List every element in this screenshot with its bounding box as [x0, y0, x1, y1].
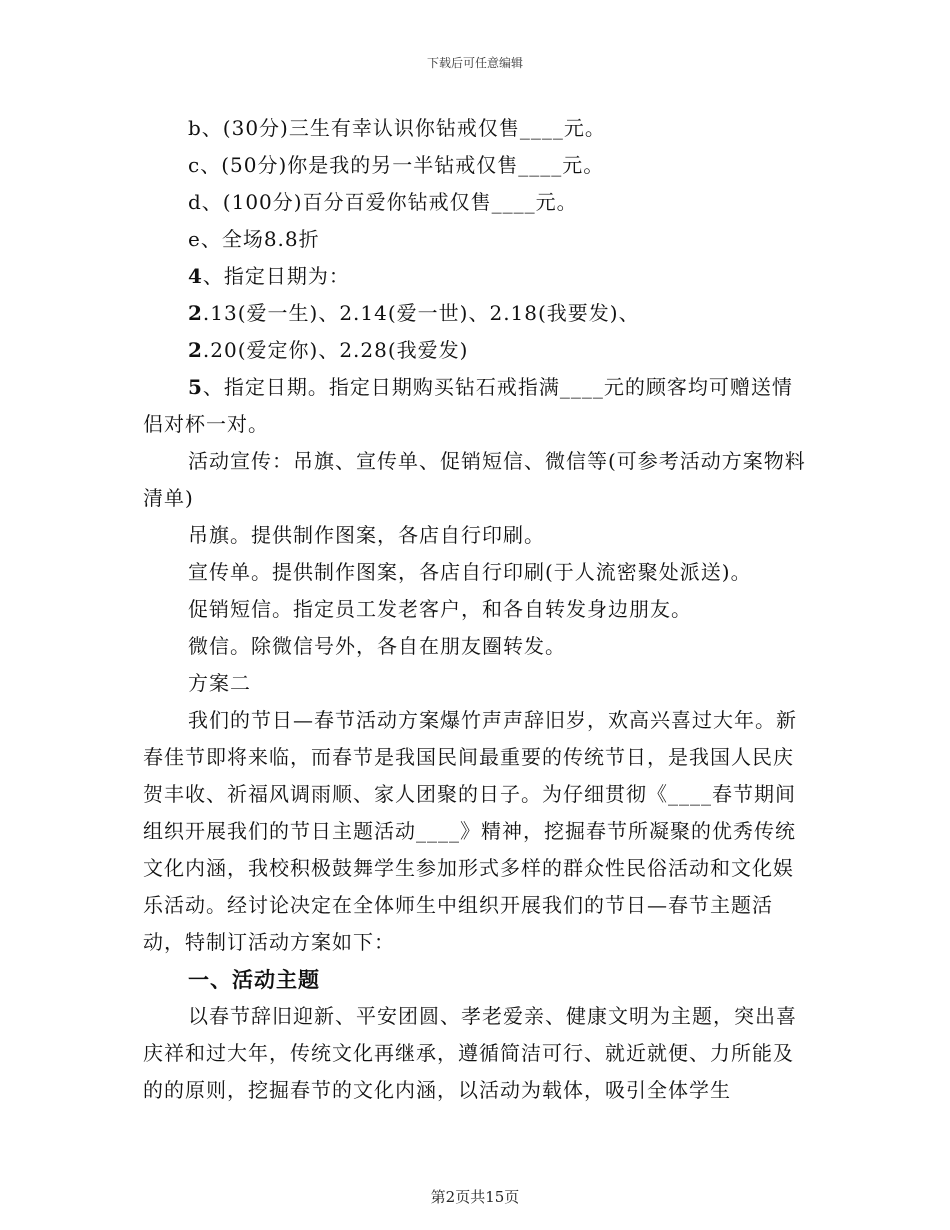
paragraph-text: .20(爱定你)、2.28(我爱发)	[202, 338, 469, 362]
section-heading: 一、活动主题	[188, 967, 320, 992]
paragraph	[143, 591, 813, 628]
paragraph: 以春节辞旧迎新、平安团圆、孝老爱亲、健康文明为主题，突出喜庆祥和过大年，传统文化再继承，遵循简洁可行、就近就便、力所能及的的原则，挖掘春节的文化内涵，以活动为载体，吸引全体学生	[143, 1004, 797, 1102]
paragraph	[143, 369, 813, 443]
paragraph	[143, 665, 813, 702]
paragraph-text: 、指定日期为：	[202, 264, 350, 288]
paragraph	[143, 184, 813, 221]
paragraph-text: 促销短信。指定员工发老客户，和各自转发身边朋友。	[188, 597, 692, 621]
paragraph-text: b、(30分)三生有幸认识你钻戒仅售____元。	[188, 116, 606, 140]
document-body	[143, 110, 813, 1109]
list-number: 2	[188, 301, 203, 325]
paragraph-text: c、(50分)你是我的另一半钻戒仅售____元。	[188, 153, 605, 177]
page-header: 下载后可任意编辑	[426, 56, 523, 70]
paragraph-text: 、指定日期。指定日期购买钻石戒指满____元的顾客均可赠送情侣对杯一对。	[143, 375, 793, 436]
paragraph	[143, 295, 813, 332]
paragraph	[143, 110, 813, 147]
paragraph-text: d、(100分)百分百爱你钻戒仅售____元。	[188, 190, 578, 214]
paragraph-text: 吊旗。提供制作图案，各店自行印刷。	[188, 523, 545, 547]
paragraph	[143, 443, 813, 517]
paragraph	[143, 554, 813, 591]
paragraph	[143, 702, 813, 961]
paragraph-text: .13(爱一生)、2.14(爱一世)、2.18(我要发)、	[202, 301, 640, 325]
paragraph-text: 微信。除微信号外，各自在朋友圈转发。	[188, 634, 566, 658]
paragraph-text: 我们的节日—春节活动方案爆竹声声辞旧岁，欢高兴喜过大年。新春佳节即将来临，而春节是我国民间最重要的传统节日，是我国人民庆贺丰收、祈福风调雨顺、家人团聚的日子。为仔细贯彻《____春节期间组织开展我们的节日主题活动____》精神，挖掘春节所凝聚的优秀传统文化内涵，我校积极鼓舞学生参加形式多样的群众性民俗活动和文化娱乐活动。经讨论决定在全体师生中组织开展我们的节日—春节主题活动，特制订活动方案如下：	[143, 708, 797, 954]
paragraph-text: 方案二	[188, 671, 251, 695]
paragraph-text: e、全场8.8折	[188, 227, 320, 251]
paragraph	[143, 628, 813, 665]
page-footer: 第2页共15页	[430, 1188, 520, 1206]
paragraph	[143, 332, 813, 369]
paragraph-text: 活动宣传：吊旗、宣传单、促销短信、微信等(可参考活动方案物料清单)	[143, 449, 806, 510]
paragraph	[143, 517, 813, 554]
paragraph	[143, 147, 813, 184]
paragraph	[143, 221, 813, 258]
list-number: 2	[188, 338, 203, 362]
list-number: 5	[188, 375, 203, 399]
list-number: 4	[188, 264, 203, 288]
paragraph-text: 宣传单。提供制作图案，各店自行印刷(于人流密聚处派送)。	[188, 560, 752, 584]
paragraph	[143, 258, 813, 295]
